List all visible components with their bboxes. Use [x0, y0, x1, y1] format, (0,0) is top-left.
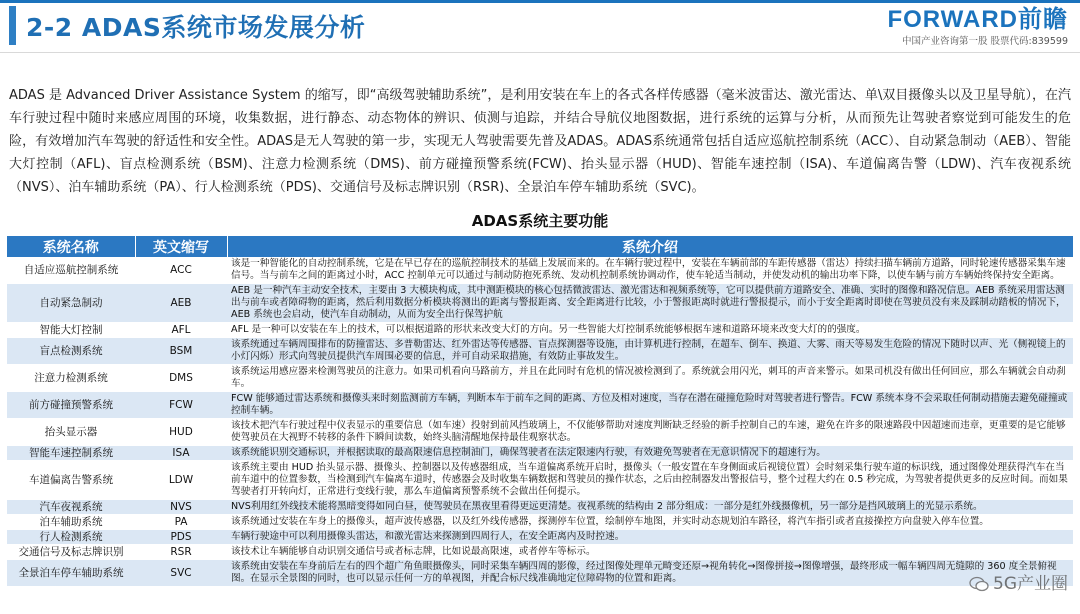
- abbreviation-cell: PDS: [135, 530, 227, 545]
- system-name-cell: 交通信号及标志牌识别: [7, 545, 135, 560]
- system-name-cell: 汽车夜视系统: [7, 500, 135, 515]
- table-title: ADAS系统主要功能: [471, 212, 609, 230]
- abbreviation-cell: AFL: [135, 323, 227, 338]
- system-name-cell: 车道偏离告警系统: [7, 461, 135, 500]
- abbreviation-cell: PA: [135, 515, 227, 530]
- description-cell: 该是一种智能化的自动控制系统，它是在早已存在的巡航控制技术的基础上发展而来的。在车辆行驶过程中，安装在车辆前部的车距传感器（雷达）持续扫描车辆前方道路，同时轮速传感器采集车速信号。当与前车之间的距离过小时，ACC 控制单元可以通过与制动防抱死系统、发动机控制系统协调动作，使车轮适当制动，并使发动机的输出功率下降，以使车辆与前方车辆始终保持安全距离。: [227, 257, 1073, 284]
- abbreviation-cell: LDW: [135, 461, 227, 500]
- description-cell: AEB 是一种汽车主动安全技术，主要由 3 大模块构成，其中测距模块的核心包括微波雷达、激光雷达和视频系统等，它可以提供前方道路安全、准确、实时的图像和路况信息。AEB 系统采用雷达测出与前车或者障碍物的距离，然后利用数据分析模块将测出的距离与警报距离、安全距离进行比较，小于警报距离时就进行警报提示，而小于安全距离时即使在驾驶员没有来及踩制动踏板的情况下，AEB 系统也会启动，使汽车自动制动，从而为安全出行保驾护航: [227, 284, 1073, 323]
- system-name-cell: 智能车速控制系统: [7, 446, 135, 461]
- table-row: [7, 515, 1073, 530]
- description-cell: NVS利用红外线技术能将黑暗变得如同白昼，使驾驶员在黑夜里看得更远更清楚。夜视系统的结构由 2 部分组成：一部分是红外线摄像机，另一部分是挡风玻璃上的光显示系统。: [227, 500, 1073, 515]
- page-title: 2-2 ADAS系统市场发展分析: [26, 13, 366, 42]
- abbreviation-cell: AEB: [135, 284, 227, 323]
- header-description: 系统介绍: [227, 236, 1073, 257]
- system-name-cell: 自适应巡航控制系统: [7, 257, 135, 284]
- adas-function-table: [7, 236, 1074, 587]
- description-cell: 该系统能识别交通标识，并根据读取的最高限速信息控制油门，确保驾驶者在法定限速内行驶，有效避免驾驶者在无意识情况下的超速行为。: [227, 446, 1073, 461]
- table-row: [7, 257, 1073, 284]
- page-header: [0, 0, 1080, 52]
- system-name-cell: 泊车辅助系统: [7, 515, 135, 530]
- table-row: [7, 500, 1073, 515]
- table-row: [7, 545, 1073, 560]
- abbreviation-cell: HUD: [135, 419, 227, 446]
- abbreviation-cell: DMS: [135, 365, 227, 392]
- table-row: [7, 419, 1073, 446]
- description-cell: 该技术把汽车行驶过程中仪表显示的重要信息（如车速）投射到前风挡玻璃上，不仅能够帮助对速度判断缺乏经验的新手控制自己的车速，避免在许多的限速路段中因超速而违章，更重要的是它能够使驾驶员在大视野不转移的条件下瞬间读数，始终头脑清醒地保持最佳观察状态。: [227, 419, 1073, 446]
- system-name-cell: 盲点检测系统: [7, 338, 135, 365]
- system-name-cell: 自动紧急制动: [7, 284, 135, 323]
- abbreviation-cell: RSR: [135, 545, 227, 560]
- table-row: [7, 338, 1073, 365]
- description-cell: 该系统由安装在车身前后左右的四个超广角鱼眼摄像头，同时采集车辆四周的影像，经过图像处理单元畸变还原→视角转化→图像拼接→图像增强，最终形成一幅车辆四周无缝隙的 360 度全景俯视图。在显示全景图的同时，也可以显示任何一方的单视图，并配合标尺线准确地定位障碍物的位置和距离。: [227, 560, 1073, 587]
- system-name-cell: 前方碰撞预警系统: [7, 392, 135, 419]
- header-abbreviation: 英文缩写: [135, 236, 227, 257]
- brand-subtitle: 中国产业咨询第一股 股票代码:839599: [902, 36, 1068, 47]
- description-cell: 该系统通过车辆周围排布的防撞雷达、多普勒雷达、红外雷达等传感器、盲点探测器等设施，由计算机进行控制，在超车、倒车、换道、大雾、雨天等易发生危险的情况下随时以声、光（侧视镜上的小灯闪烁）形式向驾驶员提供汽车周围必要的信息，并可自动采取措施，有效防止事故发生。: [227, 338, 1073, 365]
- table-row: [7, 365, 1073, 392]
- wechat-icon: [969, 576, 989, 592]
- header-divider: [0, 52, 1080, 53]
- header-system-name: 系统名称: [7, 236, 135, 257]
- abbreviation-cell: FCW: [135, 392, 227, 419]
- table-row: [7, 560, 1073, 587]
- description-cell: 该系统主要由 HUD 抬头显示器、摄像头、控制器以及传感器组成，当车道偏离系统开启时，摄像头（一般安置在车身侧面或后视镜位置）会时刻采集行驶车道的标识线，通过图像处理获得汽车在当前车道中的位置参数，当检测到汽车偏离车道时，传感器会及时收集车辆数据和驾驶员的操作状态，之后由控制器发出警报信号，整个过程大约在 0.5 秒完成，为驾驶者提供更多的反应时间。而如果驾驶者打开转向灯，正常进行变线行驶，那么车道偏离预警系统不会做出任何提示。: [227, 461, 1073, 500]
- description-cell: 车辆行驶途中可以利用摄像头雷达，和激光雷达来探测到四周行人，在安全距离内及时控速。: [227, 530, 1073, 545]
- abbreviation-cell: SVC: [135, 560, 227, 587]
- brand-logo: FORWARD前瞻: [887, 6, 1068, 33]
- intro-paragraph: ADAS 是 Advanced Driver Assistance System 的缩写，即“高级驾驶辅助系统”，是利用安装在车上的各式各样传感器（毫米波雷达、激光雷达、单\双目摄像头以及卫星导航），在汽车行驶过程中随时来感应周围的环境，收集数据，进行静态、动态物体的辨识、侦测与追踪，并结合导航仪地图数据，进行系统的运算与分析，从而预先让驾驶者察觉到可能发生的危险，有效增加汽车驾驶的舒适性和安全性。ADAS是无人驾驶的第一步，实现无人驾驶需要先普及ADAS。ADAS系统通常包括自适应巡航控制系统（ACC）、自动紧急制动（AEB）、智能大灯控制（AFL)、盲点检测系统（BSM)、注意力检测系统（DMS)、前方碰撞预警系统(FCW)、抬头显示器（HUD)、智能车速控制（ISA)、车道偏离告警（LDW)、汽车夜视系统（NVS）、泊车辅助系统（PA）、行人检测系统（PDS)、交通信号及标志牌识别（RSR)、全景泊车停车辅助系统（SVC)。: [9, 88, 1071, 195]
- table-row: [7, 392, 1073, 419]
- description-cell: 该技术让车辆能够自动识别交通信号或者标志牌，比如说最高限速，或者停车等标示。: [227, 545, 1073, 560]
- table-row: [7, 461, 1073, 500]
- watermark-text: 5G产业圈: [993, 574, 1068, 594]
- table-body: [7, 257, 1073, 587]
- system-name-cell: 智能大灯控制: [7, 323, 135, 338]
- abbreviation-cell: ACC: [135, 257, 227, 284]
- description-cell: 该系统运用感应器来检测驾驶员的注意力。如果司机看向马路前方，并且在此同时有危机的情况被检测到了。系统就会用闪光，刺耳的声音来警示。如果司机没有做出任何回应，那么车辆就会自动刹车。: [227, 365, 1073, 392]
- title-accent-bar: [9, 6, 16, 45]
- description-cell: 该系统通过安装在车身上的摄像头，超声波传感器，以及红外线传感器，探测停车位置，绘制停车地图，并实时动态规划泊车路径，将汽车指引或者直接操控方向盘驶入停车位置。: [227, 515, 1073, 530]
- table-header-row: [7, 236, 1073, 257]
- table-row: [7, 446, 1073, 461]
- table-row: [7, 323, 1073, 338]
- system-name-cell: 全景泊车停车辅助系统: [7, 560, 135, 587]
- description-cell: AFL 是一种可以安装在车上的技术，可以根据道路的形状来改变大灯的方向。另一些智能大灯控制系统能够根据车速和道路环境来改变大灯的的强度。: [227, 323, 1073, 338]
- table-row: [7, 530, 1073, 545]
- header-top-bar: [0, 0, 1080, 3]
- table-row: [7, 284, 1073, 323]
- system-name-cell: 注意力检测系统: [7, 365, 135, 392]
- brand: [887, 6, 1068, 48]
- system-name-cell: 行人检测系统: [7, 530, 135, 545]
- description-cell: FCW 能够通过雷达系统和摄像头来时刻监测前方车辆，判断本车于前车之间的距离、方位及相对速度，当存在潜在碰撞危险时对驾驶者进行警告。FCW 系统本身不会采取任何制动措施去避免碰撞或控制车辆。: [227, 392, 1073, 419]
- wechat-watermark: [969, 569, 1068, 594]
- abbreviation-cell: NVS: [135, 500, 227, 515]
- system-name-cell: 抬头显示器: [7, 419, 135, 446]
- abbreviation-cell: ISA: [135, 446, 227, 461]
- abbreviation-cell: BSM: [135, 338, 227, 365]
